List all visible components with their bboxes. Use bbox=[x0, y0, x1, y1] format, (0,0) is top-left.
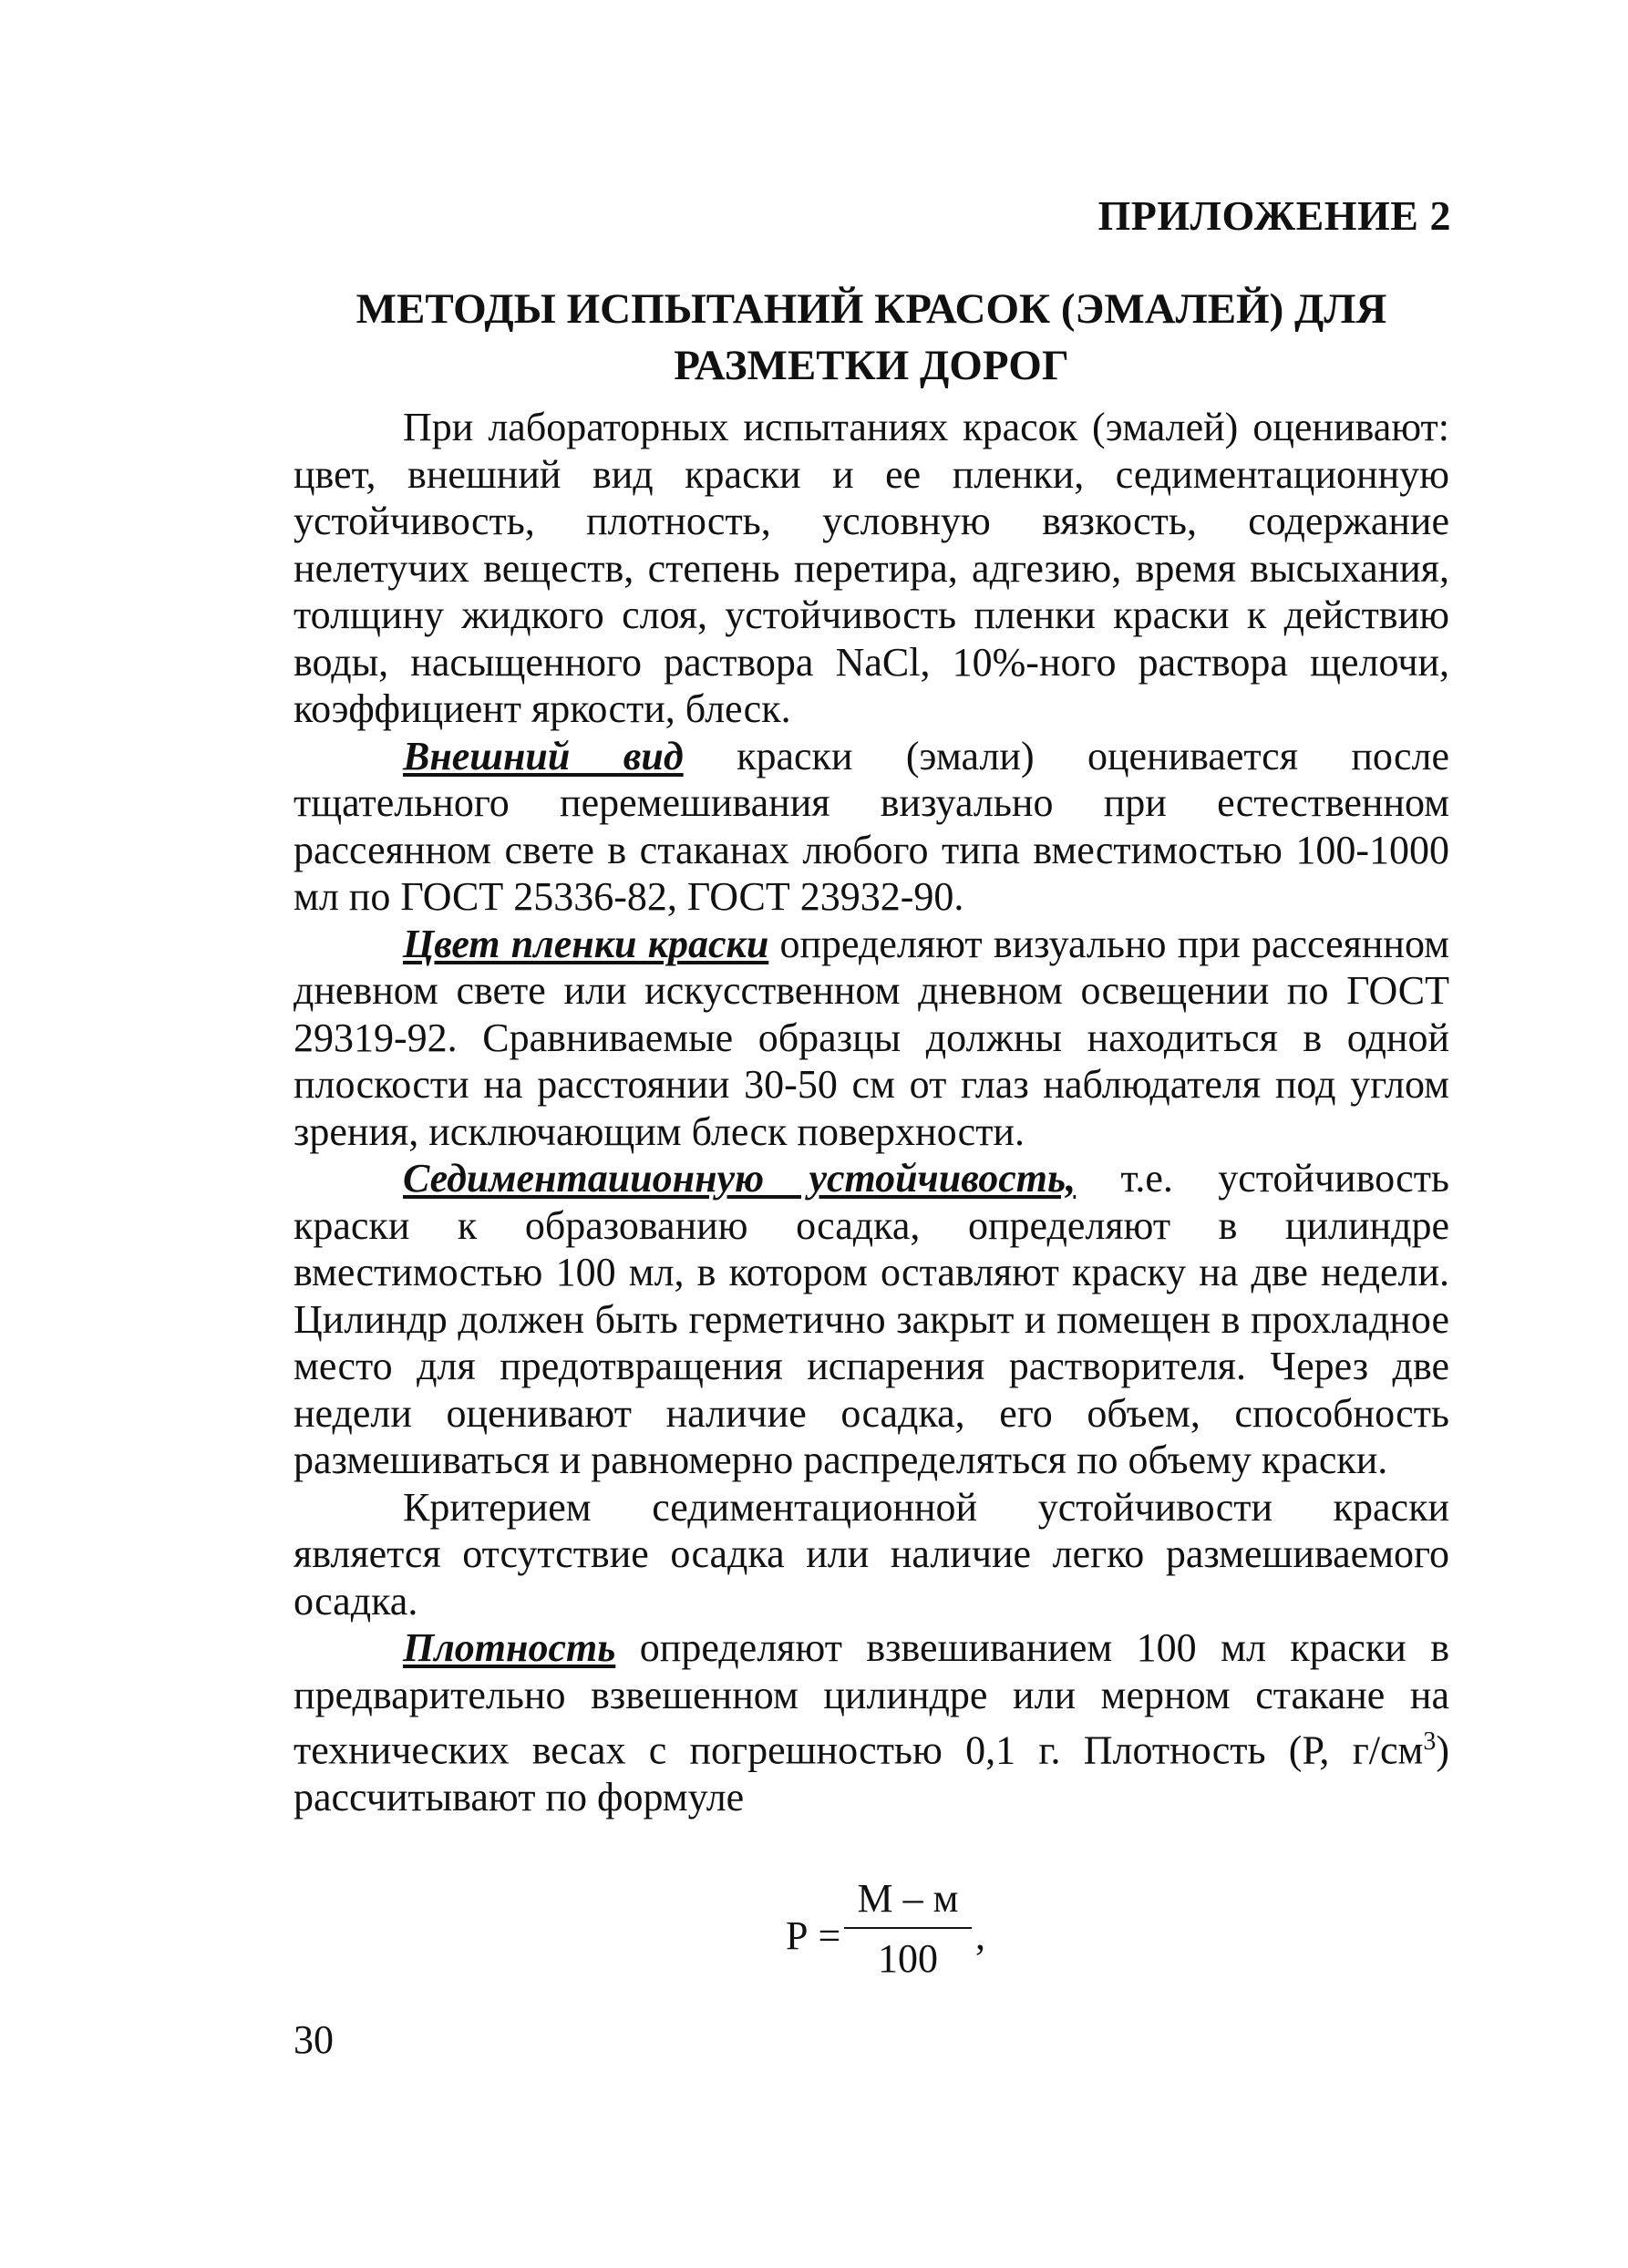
fraction-bar bbox=[844, 1927, 972, 1929]
paragraph-criterion: Критерием седиментационной устойчивости краски является отсутствие осадка или наличие легко размешиваемого осадка. bbox=[294, 1484, 1449, 1624]
paragraph-sedimentation-text: т.е. устойчивость краски к образованию осадка, определяют в цилиндре вместимостью 100 мл, в котором оставляют краску на две недели. Цилиндр должен быть герметично закрыт и помещен в прохладное место для предотвращения испарения растворителя. Через две недели оценивают наличие осадка, его объем, способность размешиваться и равномерно распределяться по объему краски. bbox=[294, 1156, 1449, 1482]
formula-fraction bbox=[844, 1874, 972, 1984]
paragraph-film-color-text: определяют визуально при рассеянном дневном свете или искусственном дневном освещении по ГОСТ 29319-92. Сравниваемые образцы должны находиться в одной плоскости на расстоянии 30-50 см от глаз наблюдателя под углом зрения, исключающим блеск поверхности. bbox=[294, 921, 1449, 1154]
paragraph-appearance bbox=[294, 733, 1449, 921]
formula-lhs: Р = bbox=[786, 1913, 841, 1958]
density-formula bbox=[786, 1874, 1059, 1993]
formula-comma: , bbox=[975, 1913, 985, 1958]
paragraph-density-text-b: ) рассчитывают по формуле bbox=[294, 1727, 1449, 1820]
term-density: Плотность bbox=[403, 1625, 616, 1670]
term-appearance: Внешний вид bbox=[403, 733, 684, 778]
paragraph-sedimentation bbox=[294, 1155, 1449, 1484]
paragraph-film-color bbox=[294, 921, 1449, 1156]
paragraph-appearance-text: краски (эмали) оценивается после тщательного перемешивания визуально при естественном рассеянном свете в стаканах любого типа вместимостью 100-1000 мл по ГОСТ 25336-82, ГОСТ 23932-90. bbox=[294, 733, 1449, 919]
body-text bbox=[294, 404, 1449, 1821]
paragraph-density-text-a: определяют взвешиванием 100 мл краски в предварительно взвешенном цилиндре или мерном стакане на технических весах с погрешностью 0,1 г. Плотность (Р, г/см bbox=[294, 1625, 1449, 1773]
term-sedimentation: Седиментаиионную устойчивость, bbox=[403, 1156, 1077, 1201]
paragraph-intro: При лабораторных испытаниях красок (эмалей) оценивают: цвет, внешний вид краски и ее пленки, седиментационную устойчивость, плотность, условную вязкость, содержание нелетучих веществ, степень перетира, адгезию, время высыхания, толщину жидкого слоя, устойчивость пленки краски к действию воды, насыщенного раствора NaCl, 10%-ного раствора щелочи, коэффициент яркости, блеск. bbox=[294, 405, 1449, 731]
formula-denominator: 100 bbox=[878, 1936, 938, 1981]
term-film-color: Цвет пленки краски bbox=[403, 921, 769, 966]
document-title bbox=[294, 281, 1449, 394]
title-line-2: РАЗМЕТКИ ДОРОГ bbox=[674, 342, 1069, 389]
superscript-3: 3 bbox=[1423, 1727, 1437, 1756]
title-line-1: МЕТОДЫ ИСПЫТАНИЙ КРАСОК (ЭМАЛЕЙ) ДЛЯ bbox=[355, 285, 1387, 333]
formula-numerator: М – м bbox=[857, 1876, 959, 1921]
paragraph-density bbox=[294, 1624, 1449, 1821]
appendix-label: ПРИЛОЖЕНИЕ 2 bbox=[1097, 192, 1451, 239]
page-number: 30 bbox=[294, 2017, 334, 2062]
